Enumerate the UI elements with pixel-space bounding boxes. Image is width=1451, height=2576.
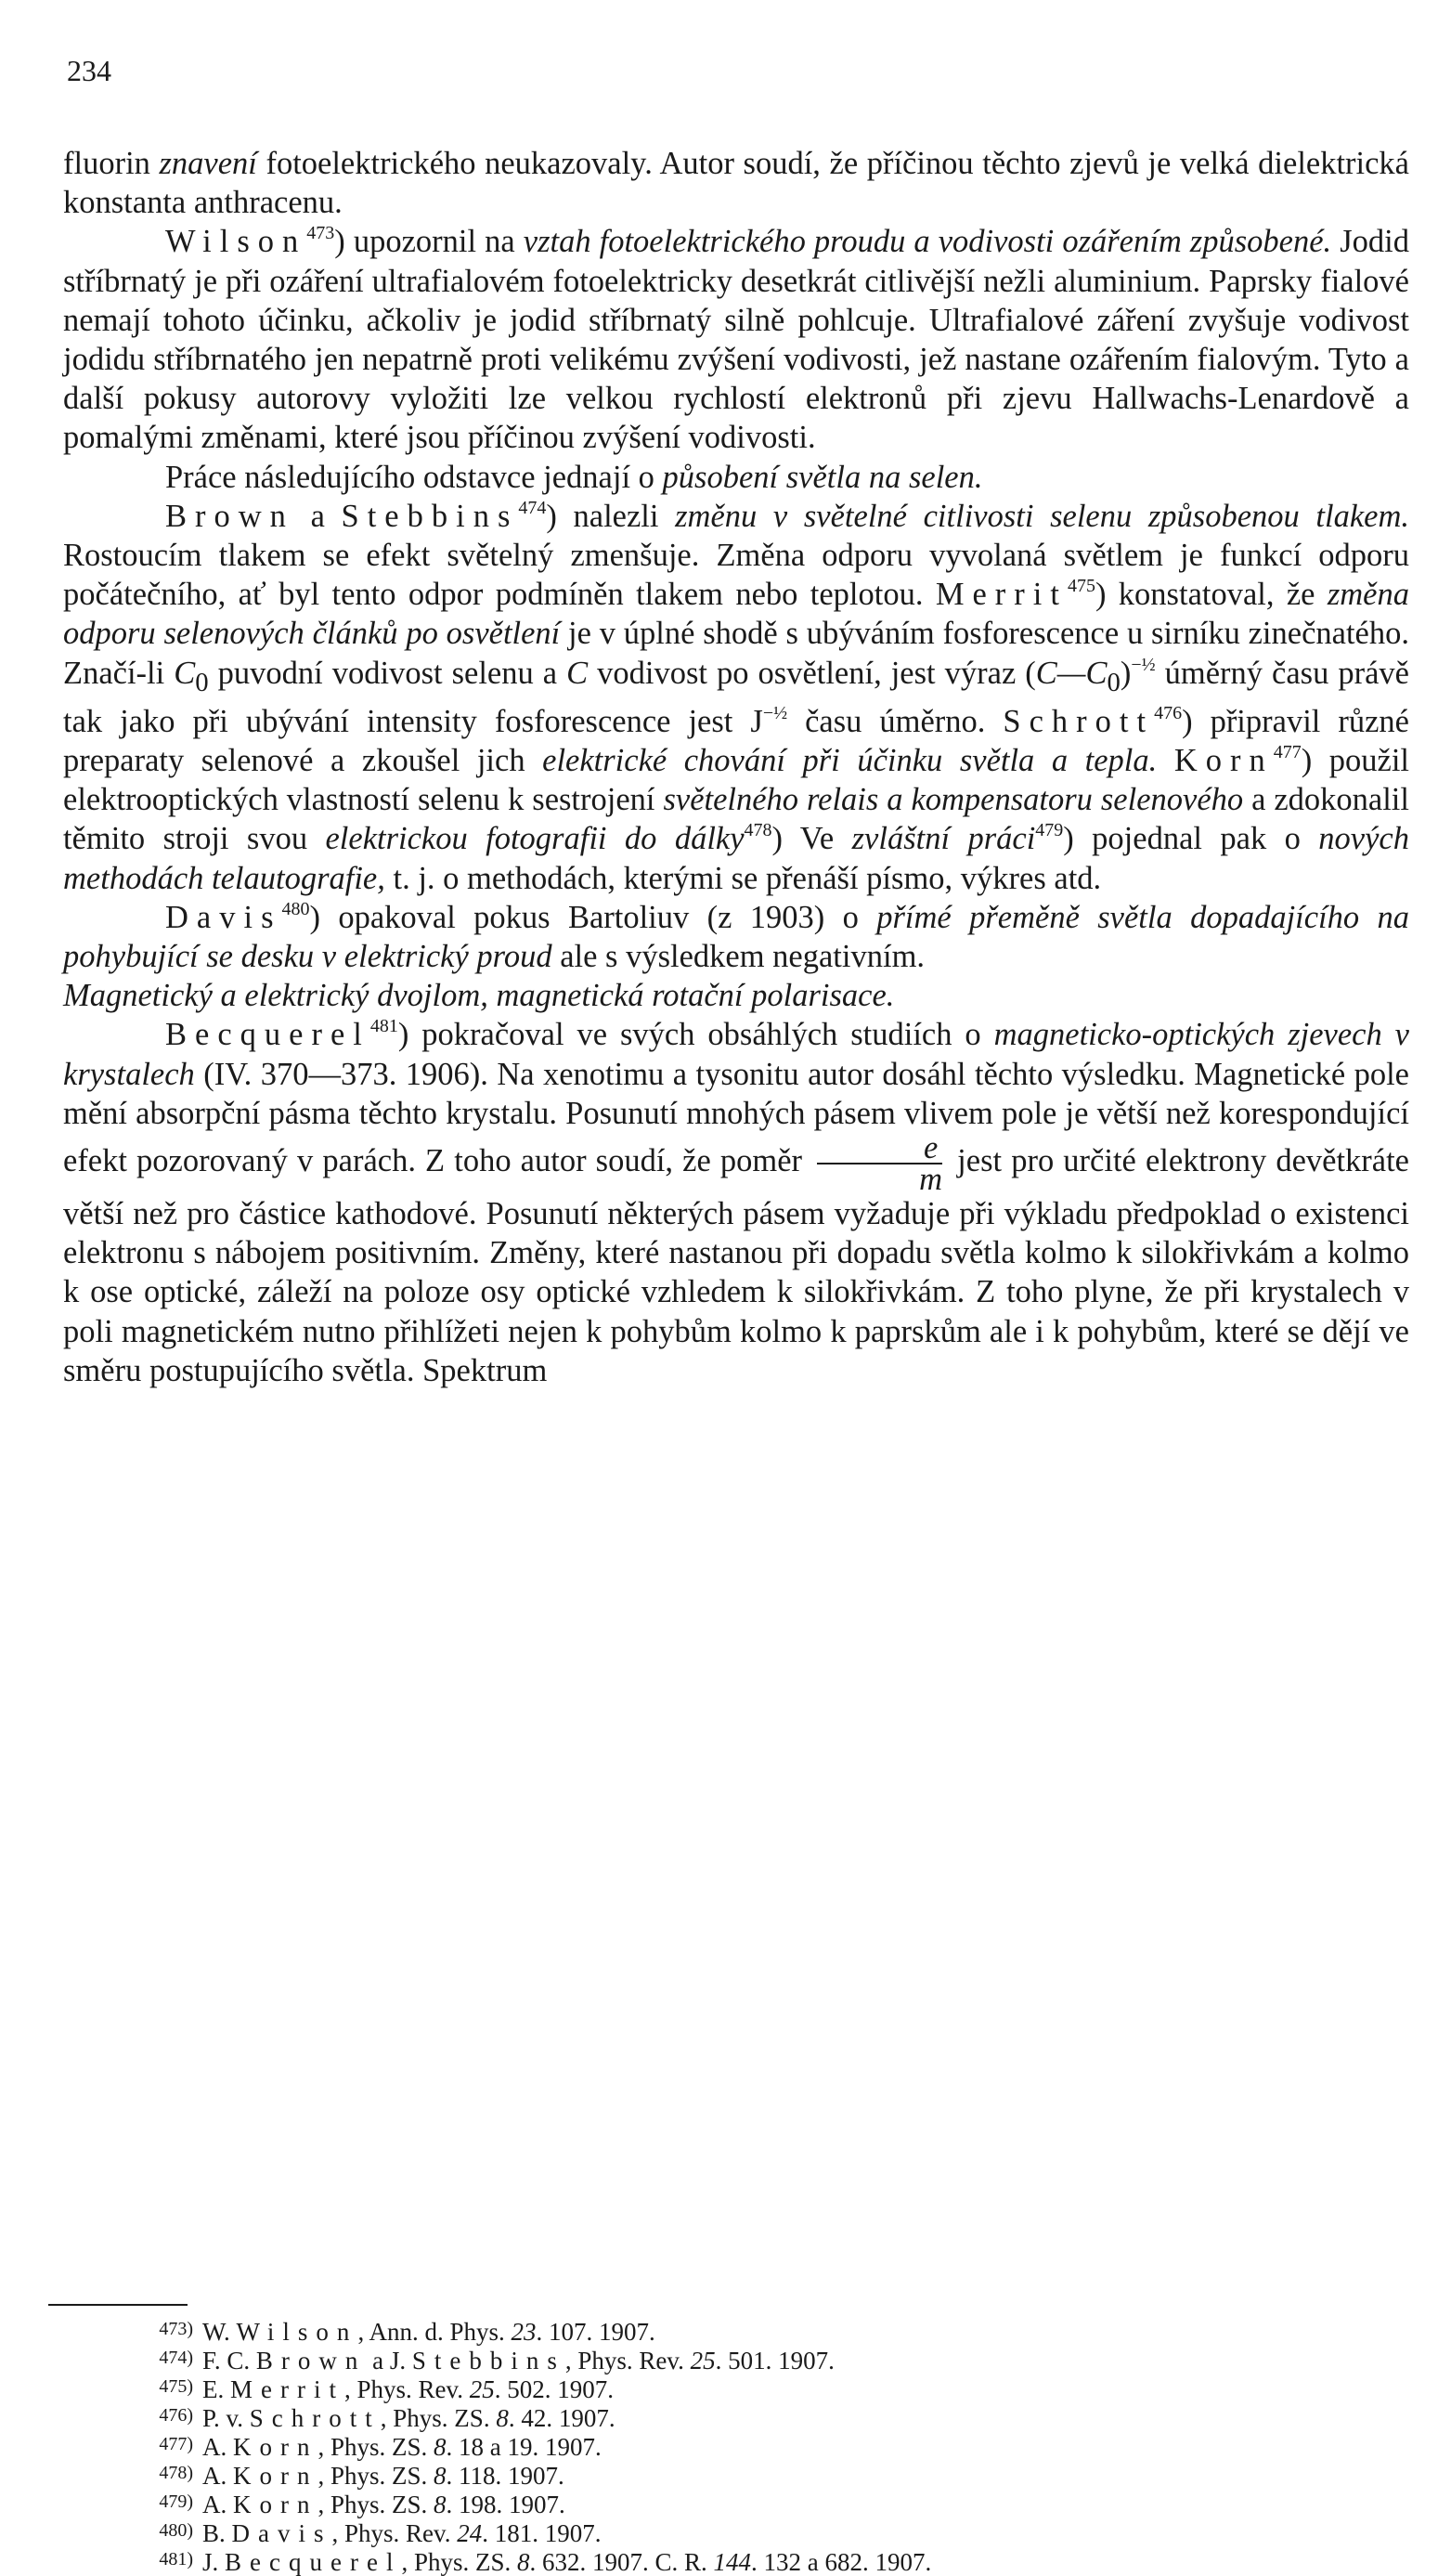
text-run: ) konstatoval, že bbox=[1095, 577, 1328, 613]
text-run: . 18 a 19. 1907. bbox=[446, 2433, 602, 2461]
footnote bbox=[121, 2316, 1402, 2345]
text-run: Jodid stříbrnatý je při ozáření ultrafialovém fotoelektricky desetkrát citlivější nežli aluminium. Paprsky fialové nemají tohoto účinku, ačkoliv je jodid stříbrnatý silně pohlcuje. Ultrafialové záření zvyšuje vodivost jodidu stříbrnatého jen nepatrně proti velikému zvýšení vodivosti, jež nastane ozářením fialovým. Tyto a další pokusy autorovy vyložiti lze velkou rychlostí elektronů při zjevu Hallwachs-Lenardově a pomalými změnami, které jsou příčinou zvýšení vodivosti. bbox=[63, 224, 1409, 456]
text-run: ale s výsledkem negativním. bbox=[551, 938, 926, 974]
italic-text: nových methodách telautografie, bbox=[63, 821, 1409, 896]
italic-text: C bbox=[174, 655, 196, 691]
paragraph bbox=[63, 458, 1409, 497]
italic-text: C bbox=[566, 655, 589, 691]
footnote bbox=[121, 2460, 1402, 2489]
author-name: Korn bbox=[1173, 742, 1274, 778]
paragraphs-block-2 bbox=[63, 1015, 1409, 1390]
italic-text: 8 bbox=[434, 2491, 447, 2518]
text-run: , Phys. Rev. bbox=[331, 2519, 458, 2547]
italic-text: elektrické chování při účinku světla a tepla. bbox=[542, 742, 1158, 778]
author-name: Becquerel bbox=[225, 2548, 402, 2576]
text-run: . 198. 1907. bbox=[446, 2491, 565, 2518]
text-run: , Phys. ZS. bbox=[317, 2433, 434, 2461]
text-run: , Phys. ZS. bbox=[380, 2404, 497, 2432]
italic-text: znavení bbox=[159, 146, 257, 181]
footnote-rule bbox=[48, 2304, 188, 2306]
text-run: P. v. bbox=[202, 2404, 250, 2432]
italic-text: 144 bbox=[713, 2548, 752, 2576]
text-run: . 181. 1907. bbox=[482, 2519, 602, 2547]
paragraph bbox=[63, 497, 1409, 898]
footnote bbox=[121, 2431, 1402, 2460]
author-name: Merrit bbox=[230, 2375, 344, 2403]
text-run: vodivost po osvětlení, jest výraz ( bbox=[588, 655, 1036, 691]
text-run: ) použil elektrooptických vlastností selenu k sestrojení bbox=[63, 742, 1410, 818]
text-run: W. bbox=[202, 2318, 237, 2346]
text-run: B. bbox=[202, 2519, 232, 2547]
author-name: Merrit bbox=[935, 577, 1068, 613]
footnote-number: 474) bbox=[159, 2348, 193, 2368]
italic-text: 8 bbox=[434, 2462, 447, 2490]
italic-text: vztah fotoelektrického proudu a vodivosti ozářením způsobené. bbox=[523, 224, 1332, 260]
author-name: Schrott bbox=[249, 2404, 381, 2432]
footnote-ref: 479 bbox=[1035, 820, 1064, 841]
italic-text: C—C bbox=[1035, 655, 1108, 691]
text-run: . 42. 1907. bbox=[508, 2404, 615, 2432]
italic-text: 25 bbox=[690, 2347, 716, 2374]
italic-text: 8 bbox=[496, 2404, 509, 2432]
text-run: . 632. 1907. C. R. bbox=[529, 2548, 714, 2576]
text-run: (IV. 370—373. 1906). Na xenotimu a tysonitu autor dosáhl těchto výsledku. Magnetické pole mění absorpční pásma těchto krystalu. Posunutí mnohých pásem vlivem pole je větší než korespondující efekt pozorovaný v parách. Z toho autor soudí, že poměr bbox=[63, 1056, 1409, 1178]
footnote-ref: 477 bbox=[1273, 741, 1302, 762]
text-run: fluorin bbox=[63, 146, 160, 181]
author-name: Davis bbox=[231, 2519, 332, 2547]
footnote bbox=[121, 2489, 1402, 2517]
author-name: Wilson bbox=[236, 2318, 358, 2346]
paragraph bbox=[63, 1015, 1409, 1390]
footnote-ref: 478 bbox=[744, 820, 772, 841]
author-name: Wilson bbox=[165, 224, 307, 260]
footnote-ref: 475 bbox=[1067, 576, 1095, 597]
text-run: E. bbox=[202, 2375, 230, 2403]
text-run: . 502. 1907. bbox=[494, 2375, 614, 2403]
footnote-number: 480) bbox=[159, 2520, 193, 2541]
text-run: úměrný času právě tak jako při ubývání intensity fosforescence jest J bbox=[63, 655, 1409, 739]
author-name: Korn bbox=[233, 2433, 318, 2461]
text-run: A. bbox=[202, 2462, 233, 2490]
paragraph bbox=[63, 222, 1409, 457]
text-run: Práce následujícího odstavce jednají o bbox=[165, 459, 663, 495]
author-name: Brown bbox=[165, 498, 294, 534]
footnote-ref: −½ bbox=[1131, 654, 1156, 675]
italic-text: elektrickou fotografii do dálky bbox=[325, 821, 745, 857]
text-run: fotoelektrického neukazovaly. Autor soudí, že příčinou těchto zjevů je velká dielektrická konstanta anthracenu. bbox=[63, 146, 1409, 221]
footnote-number: 476) bbox=[159, 2405, 193, 2426]
text-run: Rostoucím tlakem se efekt světelný zmenšuje. Změna odporu vyvolaná světlem je funkcí odporu počátečního, ať byl tento odpor podmíněn tlakem nebo teplotou. bbox=[63, 538, 1409, 613]
footnote bbox=[121, 2546, 1402, 2575]
footnote bbox=[121, 2402, 1402, 2431]
text-run bbox=[1157, 743, 1174, 778]
author-name: Schrott bbox=[1003, 703, 1155, 739]
italic-text: změna odporu selenových článků po osvětlení bbox=[63, 577, 1409, 652]
text-run: ) připravil různé preparaty selenové a zkoušel jich bbox=[63, 703, 1409, 778]
author-name: Davis bbox=[165, 899, 282, 935]
footnote-number: 477) bbox=[159, 2434, 193, 2454]
page-number: 234 bbox=[67, 54, 111, 87]
text-run: J. bbox=[202, 2548, 226, 2576]
footnote-ref: −½ bbox=[762, 702, 788, 723]
footnote-ref: 473 bbox=[306, 223, 335, 244]
italic-text: přímé přeměně světla dopadajícího na pohybující se desku v elektrický proud bbox=[63, 899, 1409, 974]
italic-text: 23 bbox=[511, 2318, 537, 2346]
text-run: , Phys. Rev. bbox=[343, 2375, 470, 2403]
paragraph bbox=[63, 144, 1409, 222]
footnote bbox=[121, 2374, 1402, 2402]
text-run: a zdokonalil těmito stroji svou bbox=[63, 782, 1409, 857]
footnote-number: 481) bbox=[159, 2549, 193, 2569]
text-run: . 107. 1907. bbox=[536, 2318, 655, 2346]
italic-text: magneticko-optických zjevech v krystalech bbox=[63, 1017, 1409, 1092]
text-run: , Phys. Rev. bbox=[564, 2347, 691, 2374]
italic-text: 24 bbox=[457, 2519, 483, 2547]
italic-text: 8 bbox=[434, 2433, 447, 2461]
text-run: , Phys. ZS. bbox=[317, 2462, 434, 2490]
author-name: Becquerel bbox=[165, 1017, 370, 1053]
text-run: A. bbox=[202, 2433, 233, 2461]
text-run: . 118. 1907. bbox=[446, 2462, 564, 2490]
section-heading: Magnetický a elektrický dvojlom, magnetická rotační polarisace. bbox=[63, 978, 895, 1014]
text-run: , Phys. ZS. bbox=[401, 2548, 517, 2576]
subscript: 0 bbox=[1107, 667, 1121, 697]
footnote bbox=[121, 2517, 1402, 2546]
footnote-number: 473) bbox=[159, 2319, 193, 2339]
text-run: F. C. bbox=[202, 2347, 256, 2374]
text-run: A. bbox=[202, 2491, 233, 2518]
footnote-ref: 481 bbox=[369, 1016, 398, 1037]
paragraphs-block-1 bbox=[63, 144, 1409, 976]
text-run: je v úplné shodě s ubýváním fosforescence u sirníku zinečnatého. Značí-li bbox=[63, 616, 1409, 691]
author-name: Brown bbox=[255, 2347, 367, 2374]
paragraph bbox=[63, 898, 1409, 976]
footnote-number: 478) bbox=[159, 2463, 193, 2483]
text-run: ) nalezli bbox=[546, 498, 676, 534]
text-run: ) upozornil na bbox=[334, 224, 524, 260]
text-run: a bbox=[293, 498, 342, 534]
italic-text: 8 bbox=[517, 2548, 530, 2576]
text-run: . 132 a 682. 1907. bbox=[751, 2548, 932, 2576]
footnote-number: 475) bbox=[159, 2376, 193, 2397]
author-name: Stebbins bbox=[341, 498, 519, 534]
italic-text: působení světla na selen. bbox=[662, 459, 983, 495]
footnote-number: 479) bbox=[159, 2491, 193, 2512]
text-run: . 501. 1907. bbox=[715, 2347, 835, 2374]
italic-text: 25 bbox=[469, 2375, 495, 2403]
author-name: Stebbins bbox=[411, 2347, 565, 2374]
fraction-numerator: e bbox=[817, 1133, 942, 1164]
subscript: 0 bbox=[195, 667, 209, 697]
text-run: t. j. o methodách, kterými se přenáší písmo, výkres atd. bbox=[384, 860, 1102, 896]
body-text bbox=[63, 144, 1409, 1390]
footnote-ref: 476 bbox=[1154, 702, 1183, 723]
italic-text: změnu v světelné citlivosti selenu způsobenou tlakem. bbox=[675, 498, 1410, 534]
text-run: jest pro určité elektrony devětkráte větší než pro částice kathodové. Posunutí některých pásem vyžaduje při výkladu předpoklad o existenci elektronu s nábojem positivním. Změny, které nastanou při dopadu světla kolmo k silokřivkám a kolmo k ose optické, záleží na poloze osy optické vzhledem k silokřivkám. Z toho plyne, že při krystalech v poli magnetickém nutno přihlížeti nejen k pohybům kolmo k paprskům ale i k pohybům, které se dějí ve směru postupujícího světla. Spektrum bbox=[63, 1142, 1409, 1388]
fraction-denominator: m bbox=[919, 1161, 943, 1197]
text-run: puvodní vodivost selenu a bbox=[208, 655, 567, 691]
text-run: a J. bbox=[366, 2347, 412, 2374]
fraction-e-over-m bbox=[817, 1129, 943, 1197]
text-run: ) pojednal pak o bbox=[1063, 821, 1319, 857]
text-run: ) opakoval pokus Bartoliuv (z 1903) o bbox=[309, 899, 877, 935]
text-run: ) bbox=[1120, 655, 1132, 691]
text-run: , Phys. ZS. bbox=[317, 2491, 434, 2518]
text-run: , Ann. d. Phys. bbox=[357, 2318, 512, 2346]
text-run: ) Ve bbox=[771, 821, 852, 857]
italic-text: světelného relais a kompensatoru selenového bbox=[663, 782, 1244, 818]
italic-text: zvláštní práci bbox=[851, 821, 1036, 857]
author-name: Korn bbox=[233, 2462, 318, 2490]
footnotes bbox=[121, 2316, 1402, 2575]
footnote-ref: 474 bbox=[518, 497, 547, 518]
text-run: ) pokračoval ve svých obsáhlých studiích o bbox=[397, 1017, 994, 1053]
author-name: Korn bbox=[233, 2491, 318, 2518]
text-run: času úměrno. bbox=[787, 703, 1004, 739]
footnote-ref: 480 bbox=[281, 898, 310, 919]
footnote bbox=[121, 2345, 1402, 2374]
